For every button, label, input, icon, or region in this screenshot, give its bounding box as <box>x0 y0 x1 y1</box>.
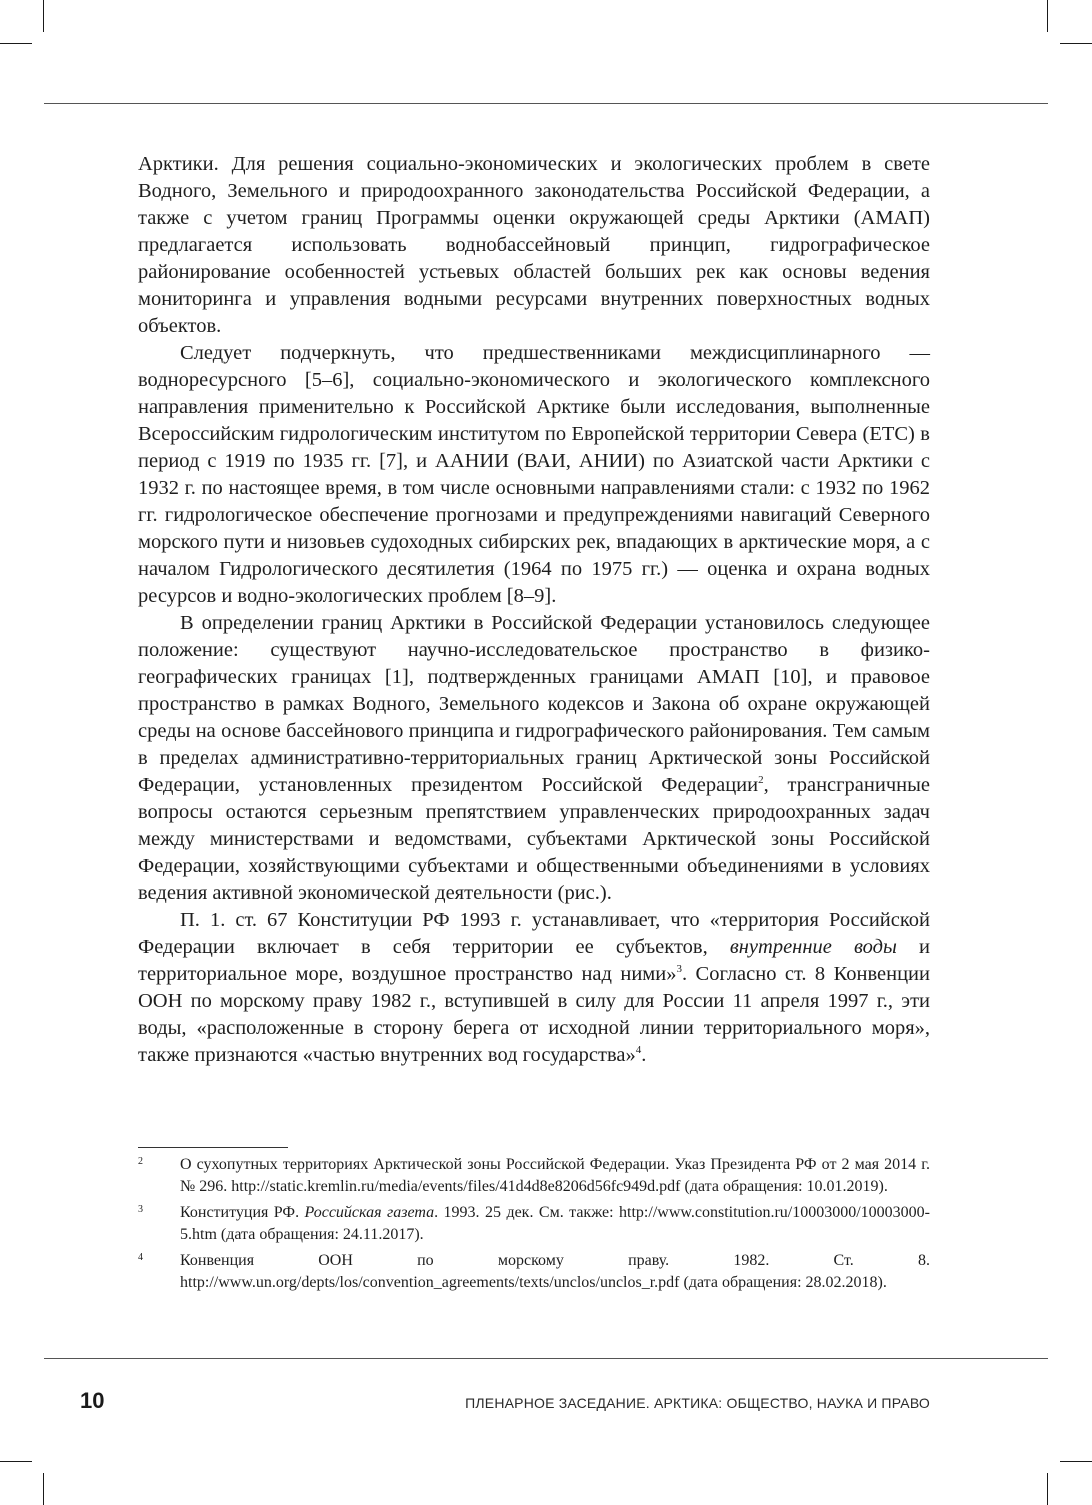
footnote-3: 3 Конституция РФ. Российская газета. 1993. 25 дек. См. также: http://www.constitution.ru/10003000/10003000-5.htm (дата обращения: 24.11.2017). <box>138 1202 930 1246</box>
crop-mark-bottom-right-v <box>1047 1473 1048 1505</box>
footnotes <box>138 1154 930 1298</box>
footnote-2 <box>138 1154 930 1198</box>
footnote-ref-2[interactable]: 2 <box>758 774 764 787</box>
crop-mark-bottom-left-h <box>0 1461 32 1462</box>
footnote-separator <box>138 1147 288 1148</box>
footnote-text: О сухопутных территориях Арктической зоны Российской Федерации. Указ Президента РФ от 2 мая 2014 г. № 296. http://static.kremlin.ru/media/events/files/41d4d8e8206d56fc949d.pdf (дата обращения: 10.01.2019). <box>180 1156 930 1195</box>
paragraph-4: П. 1. ст. 67 Конституции РФ 1993 г. устанавливает, что «территория Российской Федерации включает в себя территории ее субъектов, внутренние воды и территориальное море, воздушное пространство над ними»$^3$. Согласно ст. 8 Конвенции ООН по морскому праву 1982 г., вступившей в силу для России 11 апреля 1997 г., эти воды, «расположенные в сторону берега от исходной линии территориального моря», также признаются «частью внутренних вод государства»$^4$. <box>138 909 930 1066</box>
body-text <box>138 151 930 1069</box>
crop-mark-top-right-h <box>1060 43 1092 44</box>
crop-mark-top-left-v <box>43 0 44 32</box>
crop-mark-bottom-right-h <box>1060 1461 1092 1462</box>
footnote-ref-3[interactable]: 3 <box>676 963 682 976</box>
footnote-4 <box>138 1250 930 1294</box>
footer-rule <box>44 1358 1048 1359</box>
page-number: 10 <box>80 1388 105 1413</box>
running-title: ПЛЕНАРНОЕ ЗАСЕДАНИЕ. АРКТИКА: ОБЩЕСТВО, НАУКА И ПРАВО <box>465 1395 930 1411</box>
footnote-number: 2 <box>138 1156 143 1167</box>
paragraph-3: В определении границ Арктики в Российской Федерации установилось следующее положение: существуют научно-исследовательское пространство в физико- географических границах [1], подтвержденных границами АМАП [10], и правовое пространство в рамках Водного, Земельного кодексов и Закона об охране окружающей среды на основе бассейнового принципа и гидрографического районирования. Тем самым в пределах административно-территориальных границ Арктической зоны Российской Федерации, установленных президентом Российской Федерации$^2$, трансграничные вопросы остаются серьезным препятствием управленческих природоохранных задач между министерствами и ведомствами, субъектами Арктической зоны Российской Федерации, хозяйствующими субъектами и общественными объединениями в условиях ведения активной экономической деятельности (рис.). <box>138 612 930 904</box>
header-rule <box>44 103 1048 104</box>
crop-mark-top-right-v <box>1047 0 1048 32</box>
crop-mark-bottom-left-v <box>43 1473 44 1505</box>
footnote-number: 3 <box>138 1204 143 1215</box>
footnote-ref-4[interactable]: 4 <box>635 1044 642 1057</box>
footnote-number: 4 <box>138 1252 143 1263</box>
paragraph-2: Следует подчеркнуть, что предшественниками междисциплинарного — водноресурсного [5–6], социально-экономического и экологического комплексного направления применительно к Российской Арктике были исследования, выполненные Всероссийским гидрологическим институтом по Европейской территории Севера (ЕТС) в период с 1919 по 1935 гг. [7], и ААНИИ (ВАИ, АНИИ) по Азиатской части Арктики с 1932 г. по настоящее время, в том числе основными направлениями стали: с 1932 по 1962 гг. гидрологическое обеспечение прогнозами и предупреждениями навигаций Северного морского пути и низовьев судоходных сибирских рек, впадающих в арктические моря, а с началом Гидрологического десятилетия (1964 по 1975 гг.) — оценка и охрана водных ресурсов и водно-экологических проблем [8–9]. <box>138 342 930 607</box>
crop-mark-top-left-h <box>0 43 32 44</box>
footnote-text: Конвенция ООН по морскому праву. 1982. Ст. 8. http://www.un.org/depts/los/convention_agreements/texts/unclos/unclos_r.pdf (дата обращения: 28.02.2018). <box>180 1252 930 1291</box>
paragraph-1: Арктики. Для решения социально-экономических и экологических проблем в свете Водного, Земельного и природоохранного законодательства Российской Федерации, а также с учетом границ Программы оценки окружающей среды Арктики (АМАП) предлагается использовать воднобассейновый принцип, гидрографическое районирование особенностей устьевых областей больших рек как основы ведения мониторинга и управления водными ресурсами внутренних поверхностных водных объектов. <box>138 153 930 337</box>
